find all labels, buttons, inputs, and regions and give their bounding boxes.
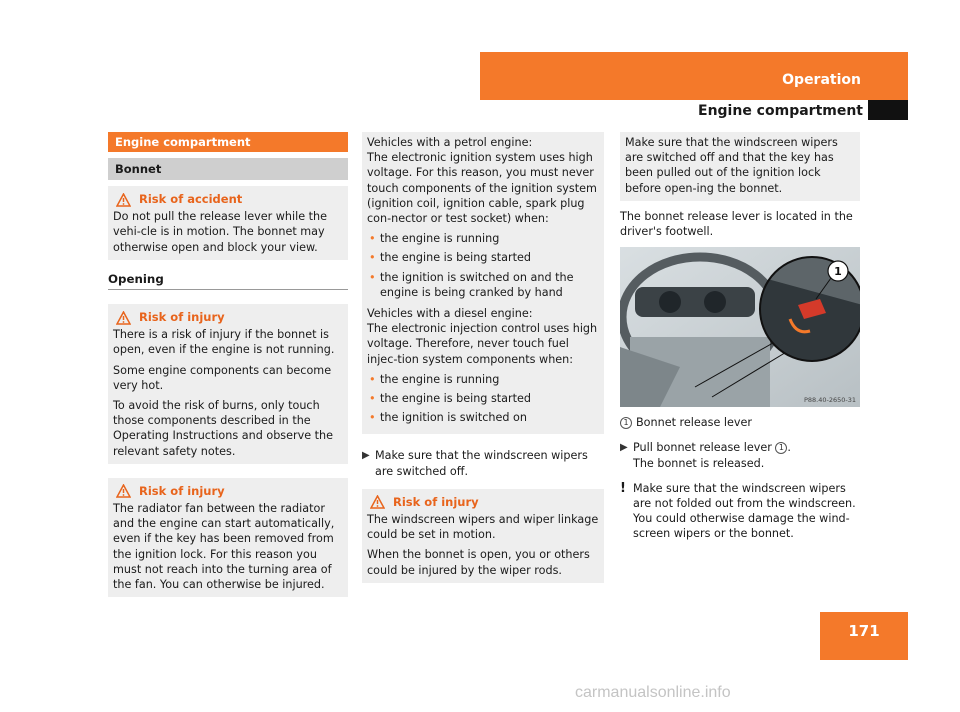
precaution-box	[620, 132, 860, 201]
figure-callout-number: 1	[834, 265, 842, 279]
list-item: • the engine is running	[367, 231, 599, 246]
callout-number-icon: 1	[775, 442, 787, 454]
warning-box-injury-1	[108, 304, 348, 464]
warning-triangle-icon	[116, 193, 131, 207]
precaution-text: Make sure that the windscreen wipers are switched off and that the key has been pulled out of the ignition lock before open-ing the bonnet.	[625, 136, 838, 195]
list-item: • the engine is being started	[367, 250, 599, 265]
subsection-bar: Bonnet	[108, 158, 348, 180]
diesel-paragraph: Vehicles with a diesel engine: The electronic injection control uses high voltage. Therefore, never touch fuel injec-tion system components when:	[367, 307, 598, 366]
warning-box-wipers	[362, 489, 604, 583]
warning-triangle-icon	[370, 495, 385, 509]
header-marker	[868, 100, 908, 120]
chapter-tab	[480, 52, 908, 100]
warning-title: Risk of injury	[367, 495, 599, 510]
column-2	[362, 132, 604, 595]
page-number: 171	[820, 612, 908, 660]
list-item: • the engine is being started	[367, 391, 599, 406]
note-damage: ! Make sure that the windscreen wipers are not folded out from the windscreen. You could otherwise damage the wind-screen wipers or the bonnet.	[620, 480, 856, 541]
opening-heading: Opening	[108, 272, 348, 290]
step-result: The bonnet is released.	[633, 456, 765, 470]
step-pull-lever: ▶ Pull bonnet release lever 1 . The bonnet is released.	[620, 441, 791, 470]
watermark: carmanualsonline.info	[575, 684, 731, 701]
warning-box-accident	[108, 186, 348, 260]
warning-text: Some engine components can become very hot.	[113, 363, 332, 392]
exclamation-icon: !	[620, 480, 626, 496]
list-item: • the ignition is switched on and the engine is being cranked by hand	[367, 270, 599, 300]
figure-legend-item: 1 Bonnet release lever	[620, 415, 860, 430]
warning-text: The windscreen wipers and wiper linkage could be set in motion.	[367, 513, 599, 542]
list-item: • the ignition is switched on	[367, 410, 599, 425]
callout-number-icon: 1	[620, 417, 632, 429]
warning-text: To avoid the risk of burns, only touch those components described in the Operating Instructions and observe the relevant safety notes.	[113, 399, 334, 458]
warning-text: The radiator fan between the radiator and the engine can start automatically, even if the key has been removed from the ignition lock. For this reason you must not reach into the turning area of the fan. You can otherwise be injured.	[113, 502, 335, 592]
dashboard-photo	[620, 247, 860, 407]
warning-title: Risk of injury	[113, 310, 343, 325]
warning-text: When the bonnet is open, you or others could be injured by the wiper rods.	[367, 548, 590, 577]
column-3	[620, 132, 860, 542]
high-voltage-box	[362, 132, 604, 434]
figure-code: P88.40-2650-31	[803, 396, 856, 405]
diesel-list	[367, 372, 599, 426]
location-text: The bonnet release lever is located in the driver's footwell.	[620, 209, 853, 239]
chapter-title: Operation	[782, 72, 861, 88]
arrow-right-icon: ▶	[362, 450, 370, 462]
section-bar: Engine compartment	[108, 132, 348, 152]
list-item: • the engine is running	[367, 372, 599, 387]
warning-triangle-icon	[116, 311, 131, 325]
arrow-right-icon: ▶	[620, 442, 628, 454]
page-title: Engine compartment	[698, 103, 863, 119]
warning-title: Risk of accident	[113, 192, 343, 207]
warning-title: Risk of injury	[113, 484, 343, 499]
warning-text: There is a risk of injury if the bonnet is open, even if the engine is not running.	[113, 328, 335, 357]
warning-text: Do not pull the release lever while the vehi-cle is in motion. The bonnet may otherwise open and block your view.	[113, 210, 328, 254]
column-1	[108, 132, 348, 609]
warning-triangle-icon	[116, 484, 131, 498]
petrol-list	[367, 231, 599, 300]
step-wipers-off: ▶ Make sure that the windscreen wipers are switched off.	[362, 449, 588, 478]
petrol-paragraph: Vehicles with a petrol engine: The electronic ignition system uses high voltage. For this reason, you must never touch components of the ignition system (ignition coil, ignition cable, spark plug con-nector or test socket) when:	[367, 136, 597, 226]
warning-box-injury-2	[108, 478, 348, 597]
bonnet-lever-figure	[620, 247, 860, 407]
